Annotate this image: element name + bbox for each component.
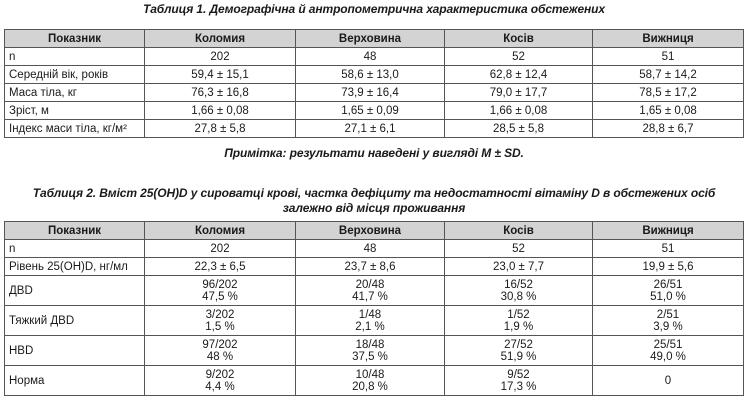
table-cell: 22,3 ± 6,5 [145, 258, 296, 276]
cell-count: 16/52 [504, 278, 533, 291]
cell-count: 9/52 [507, 368, 530, 381]
row-label: Зріст, м [5, 102, 145, 120]
row-label: ДВD [5, 276, 145, 306]
column-header: Косів [445, 30, 593, 48]
table-cell: 27,1 ± 6,1 [296, 120, 445, 138]
table-cell: 27,8 ± 5,8 [145, 120, 296, 138]
table-cell: 51 [593, 240, 744, 258]
table-cell [145, 336, 296, 366]
cell-percent: 1,9 % [503, 320, 534, 333]
column-header: Коломия [145, 30, 296, 48]
column-header: Вижниця [593, 30, 744, 48]
column-header: Показник [5, 222, 145, 240]
table-cell [445, 306, 593, 336]
column-header: Показник [5, 30, 145, 48]
table-row [5, 276, 744, 306]
table-cell: 202 [145, 240, 296, 258]
cell-count: 96/202 [202, 278, 238, 291]
table-cell [145, 306, 296, 336]
column-header: Верховина [296, 222, 445, 240]
table-cell: 59,4 ± 15,1 [145, 66, 296, 84]
table-cell: 78,5 ± 17,2 [593, 84, 744, 102]
cell-count: 3/202 [205, 308, 235, 321]
table-cell: 48 [296, 48, 445, 66]
table-cell: 79,0 ± 17,7 [445, 84, 593, 102]
table-cell: 58,6 ± 13,0 [296, 66, 445, 84]
cell-count: 9/202 [205, 368, 235, 381]
table-cell: 23,0 ± 7,7 [445, 258, 593, 276]
table-cell: 58,7 ± 14,2 [593, 66, 744, 84]
table2-title-line2: залежно від місця проживання [282, 201, 466, 215]
table-cell [593, 276, 744, 306]
cell-percent: 2,1 % [355, 320, 385, 333]
cell-percent: 20,8 % [352, 380, 388, 393]
table-cell [296, 306, 445, 336]
table-cell: 19,9 ± 5,6 [593, 258, 744, 276]
table-cell: 1,65 ± 0,09 [296, 102, 445, 120]
cell-count: 26/51 [653, 278, 683, 291]
table-cell: 76,3 ± 16,8 [145, 84, 296, 102]
table-cell: 73,9 ± 16,4 [296, 84, 445, 102]
table-cell [593, 306, 744, 336]
table-cell: 23,7 ± 8,6 [296, 258, 445, 276]
cell-percent: 17,3 % [500, 380, 537, 393]
row-label: Норма [5, 366, 145, 396]
table-cell [445, 276, 593, 306]
cell-count: 27/52 [504, 338, 533, 351]
cell-count: 1/48 [358, 308, 382, 321]
cell-count: 2/51 [656, 308, 680, 321]
table-row [5, 366, 744, 396]
table-cell [296, 366, 445, 396]
table-cell: 1,66 ± 0,08 [445, 102, 593, 120]
table-cell: 48 [296, 240, 445, 258]
table-cell: 28,5 ± 5,8 [445, 120, 593, 138]
table-row [5, 48, 744, 66]
cell-percent: 4,4 % [205, 380, 235, 393]
cell-percent: 41,7 % [352, 290, 388, 303]
table1-title: Таблиця 1. Демографічна й антропометрична характеристика обстежених [143, 2, 605, 16]
table1-note: Примітка: результати наведені у вигляді M ± SD. [224, 146, 524, 160]
table-row [5, 102, 744, 120]
cell-count: 1/52 [507, 308, 530, 321]
cell-percent: 48 % [206, 350, 234, 363]
table2-header-row [5, 222, 744, 240]
cell-percent: 1,5 % [205, 320, 235, 333]
table-cell [593, 336, 744, 366]
cell-count: 18/48 [355, 338, 385, 351]
column-header: Коломия [145, 222, 296, 240]
cell-percent: 37,5 % [352, 350, 388, 363]
table-row [5, 240, 744, 258]
table-cell: 51 [593, 48, 744, 66]
cell-count: 97/202 [202, 338, 238, 351]
table2 [4, 221, 744, 396]
table-cell: 0 [593, 366, 744, 396]
cell-count: 10/48 [355, 368, 385, 381]
table-cell: 1,65 ± 0,08 [593, 102, 744, 120]
table1-header-row [5, 30, 744, 48]
table-cell [145, 366, 296, 396]
table1 [4, 29, 744, 138]
column-header: Верховина [296, 30, 445, 48]
row-label: Середній вік, років [5, 66, 145, 84]
table2-title [0, 186, 748, 216]
table2-title-line1: Таблиця 2. Вміст 25(OH)D у сироватці крові, частка дефіциту та недостатності вітаміну D в обстежених осіб [32, 186, 716, 200]
table-row [5, 84, 744, 102]
table-cell [296, 276, 445, 306]
table-cell [296, 336, 445, 366]
row-label: Тяжкий ДВD [5, 306, 145, 336]
cell-percent: 3,9 % [653, 320, 683, 333]
column-header: Косів [445, 222, 593, 240]
cell-count: 20/48 [355, 278, 385, 291]
cell-percent: 49,0 % [650, 350, 686, 363]
table-cell: 62,8 ± 12,4 [445, 66, 593, 84]
table-cell: 1,66 ± 0,08 [145, 102, 296, 120]
table-row [5, 306, 744, 336]
row-label: n [5, 48, 145, 66]
table-row [5, 66, 744, 84]
row-label: Рівень 25(OH)D, нг/мл [5, 258, 145, 276]
table-cell [145, 276, 296, 306]
column-header: Вижниця [593, 222, 744, 240]
table-row [5, 120, 744, 138]
table-row [5, 258, 744, 276]
cell-percent: 47,5 % [202, 290, 238, 303]
row-label: n [5, 240, 145, 258]
table-cell [445, 366, 593, 396]
table-cell [445, 336, 593, 366]
row-label: Маса тіла, кг [5, 84, 145, 102]
row-label: Індекс маси тіла, кг/м² [5, 120, 145, 138]
cell-count: 25/51 [653, 338, 683, 351]
row-label: НВD [5, 336, 145, 366]
table-cell: 28,8 ± 6,7 [593, 120, 744, 138]
table-cell: 52 [445, 240, 593, 258]
table-cell: 52 [445, 48, 593, 66]
table-cell: 202 [145, 48, 296, 66]
cell-percent: 51,9 % [500, 350, 537, 363]
cell-percent: 51,0 % [650, 290, 686, 303]
table-row [5, 336, 744, 366]
cell-percent: 30,8 % [500, 290, 537, 303]
